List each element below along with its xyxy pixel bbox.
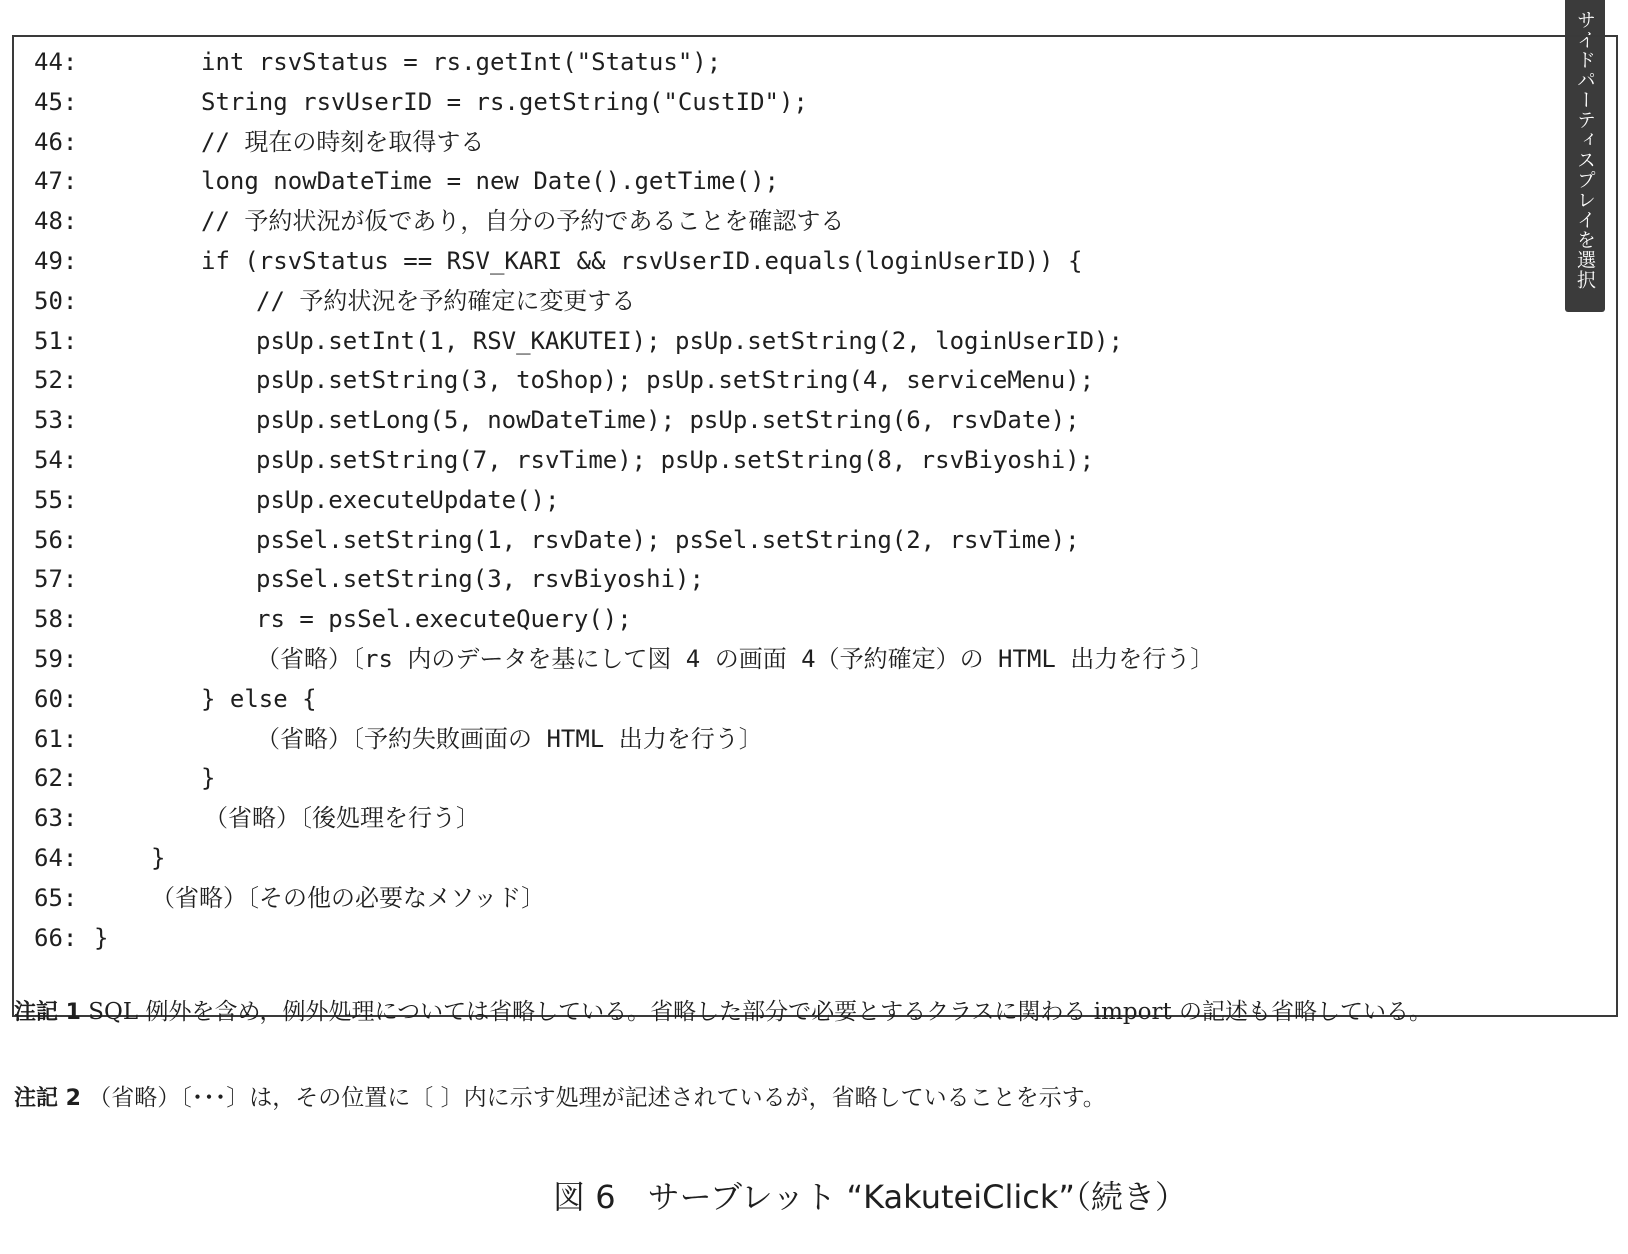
line-number: 64: [34,844,78,872]
figure-caption: 図 6 サーブレット “KakuteiClick”（続き） [553,1178,1187,1216]
line-number: 61: [34,724,78,753]
line-number: 62: [34,764,78,793]
note-2-text: （省略）〔･･･〕は，その位置に〔 〕内に示す処理が記述されているが，省略していることを示す。 [88,1085,1106,1111]
note-1-text: SQL 例外を含め，例外処理については省略している。省略した部分で必要とするクラスに関わる import の記述も省略している。 [88,999,1433,1025]
line-number: 58: [34,605,78,634]
code-text: psUp.setLong(5, nowDateTime); psUp.setString(6, rsvDate); [256,406,1080,435]
code-text: psSel.setString(3, rsvBiyoshi); [256,565,704,594]
code-text: } [201,764,216,793]
note-2-label: 注記 2 [14,1086,81,1111]
line-number: 66: [34,923,78,952]
code-text: psUp.setString(3, toShop); psUp.setString(4, serviceMenu); [256,366,1095,395]
line-number: 60: [34,684,78,713]
line-number: 47: [34,167,78,196]
code-text: psSel.setString(1, rsvDate); psSel.setString(2, rsvTime); [256,525,1080,554]
code-text: // 現在の時刻を取得する [201,127,485,156]
code-text: （省略）〔後処理を行う〕 [204,804,480,833]
line-number: 44: [34,48,78,76]
line-number: 53: [34,406,78,435]
side-tab-label: サイドパーティスプレイを選択 [1565,0,1605,312]
code-text: psUp.executeUpdate(); [256,485,560,514]
code-text: } [151,844,166,872]
line-number: 51: [34,326,78,355]
line-number: 54: [34,446,78,474]
line-number: 56: [34,525,78,554]
code-text: } [94,923,109,952]
line-number: 52: [34,366,78,395]
line-number: 55: [34,485,78,514]
code-text: // 予約状況を予約確定に変更する [256,286,636,315]
code-listing [12,35,1618,1017]
line-number: 59: [34,645,78,673]
code-text: psUp.setString(7, rsvTime); psUp.setString(8, rsvBiyoshi); [256,446,1095,474]
line-number: 45: [34,87,78,116]
code-text: if (rsvStatus == RSV_KARI && rsvUserID.equals(loginUserID)) { [201,247,1083,275]
code-text: String rsvUserID = rs.getString("CustID"); [201,87,808,116]
code-text: } else { [201,684,317,713]
code-text: // 予約状況が仮であり，自分の予約であることを確認する [201,207,845,236]
line-number: 65: [34,883,78,912]
line-number: 50: [34,286,78,315]
code-text: （省略）〔その他の必要なメソッド〕 [151,883,546,912]
note-1 [14,992,1614,1033]
note-1-label: 注記 1 [14,1000,81,1025]
code-text: （省略）〔rs 内のデータを基にして図 4 の画面 4（予約確定）の HTML 出力を行う〕 [256,645,1215,673]
code-text: rs = psSel.executeQuery(); [256,605,632,634]
code-text: （省略）〔予約失敗画面の HTML 出力を行う〕 [256,724,763,753]
note-2 [14,1078,1614,1119]
line-number: 57: [34,565,78,594]
line-number: 63: [34,804,78,833]
line-number: 49: [34,247,78,275]
code-text: long nowDateTime = new Date().getTime(); [201,167,779,196]
code-text: psUp.setInt(1, RSV_KAKUTEI); psUp.setString(2, loginUserID); [256,326,1123,355]
code-text: int rsvStatus = rs.getInt("Status"); [201,48,722,76]
line-number: 48: [34,207,78,236]
line-number: 46: [34,127,78,156]
